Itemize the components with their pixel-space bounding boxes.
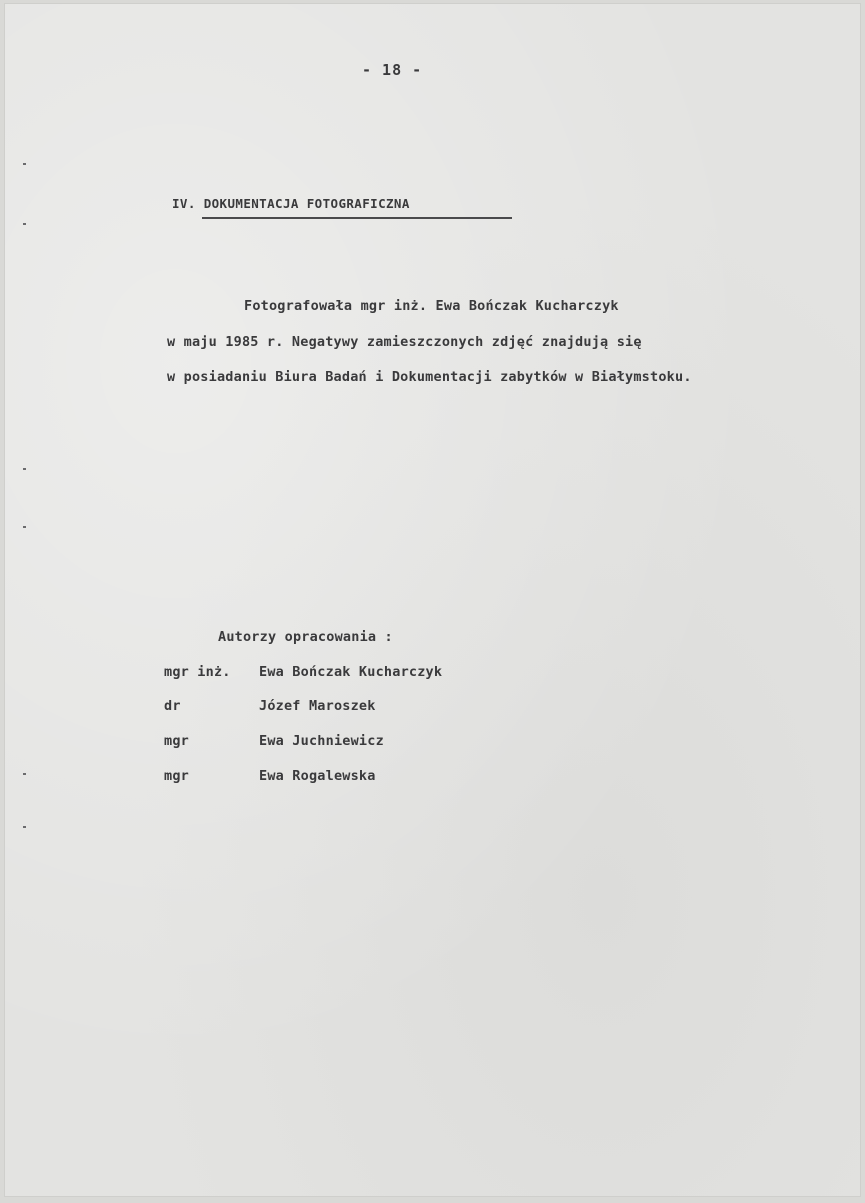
document-page [4,3,861,1197]
margin-mark [23,468,26,470]
author-title: mgr inż. [164,664,231,680]
heading-underline [202,217,512,219]
author-name: Ewa Bończak Kucharczyk [259,664,443,680]
margin-mark [23,826,26,828]
margin-mark [23,773,26,775]
author-name: Ewa Juchniewicz [259,733,384,749]
margin-mark [23,163,26,165]
margin-mark [23,223,26,225]
paragraph-line: w posiadaniu Biura Badań i Dokumentacji zabytków w Białymstoku. [167,369,692,385]
section-heading [172,193,512,219]
page-number: - 18 - [362,61,423,79]
author-name: Ewa Rogalewska [259,768,376,784]
paragraph-line: Fotografowała mgr inż. Ewa Bończak Kucharczyk [244,298,619,314]
author-title: dr [164,698,181,714]
author-name: Józef Maroszek [259,698,376,714]
authors-label: Autorzy opracowania : [218,629,393,645]
author-title: mgr [164,768,189,784]
author-title: mgr [164,733,189,749]
margin-mark [23,526,26,528]
paragraph-line: w maju 1985 r. Negatywy zamieszczonych zdjęć znajdują się [167,334,642,350]
section-heading-text: IV. DOKUMENTACJA FOTOGRAFICZNA [172,196,410,211]
